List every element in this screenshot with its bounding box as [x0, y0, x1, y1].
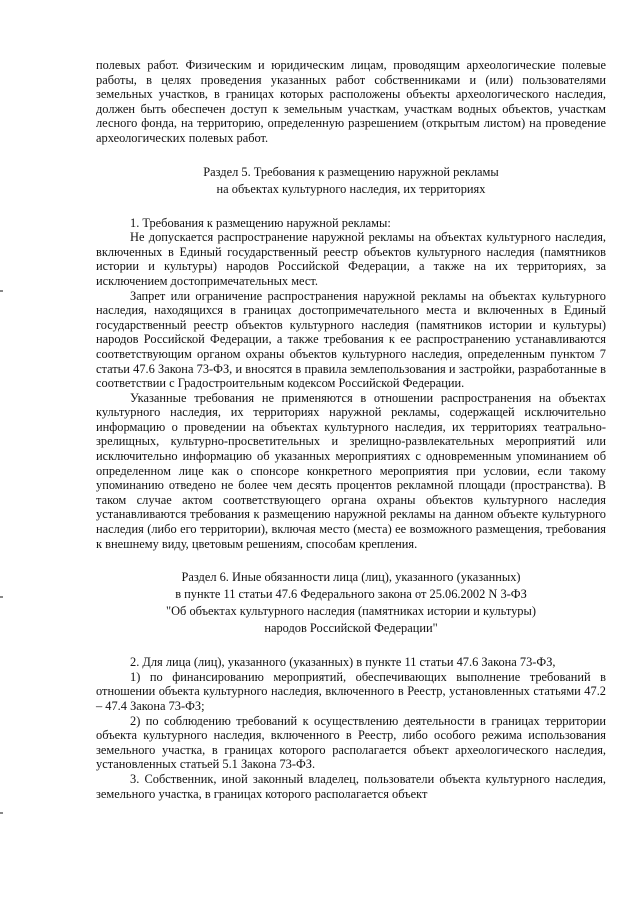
- section5-paragraph-2: Запрет или ограничение распространения наружной рекламы на объектах культурного наследия, находящихся в границах достопримечательного места и включенных в Единый государственный реестр объектов культурного наследия (памятников истории и культуры) народов Российской Федерации, а также требования к ее распространению устанавливаются соответствующим органом охраны объектов культурного наследия, определенным пунктом 7 статьи 47.6 Закона 73-ФЗ, и вносятся в правила землепользования и застройки, разработанные в соответствии с Градостроительным кодексом Российской Федерации.: [96, 288, 606, 391]
- section6-item3: 3. Собственник, иной законный владелец, пользователи объекта культурного наследия, земельного участка, в границах которого располагается объект: [96, 771, 606, 801]
- scan-edge-mark: [0, 290, 3, 292]
- scan-edge-mark: [0, 596, 3, 598]
- scan-edge-mark: [0, 812, 3, 814]
- section5-paragraph-1: Не допускается распространение наружной рекламы на объектах культурного наследия, включенных в Единый государственный реестр объектов культурного наследия (памятников истории и культуры) народов Российской Федерации, а также на их территориях, за исключением достопримечательных мест.: [96, 230, 606, 288]
- section6-title: [96, 569, 606, 637]
- section5-title-line1: Раздел 5. Требования к размещению наружной рекламы: [203, 164, 499, 179]
- section6-title-line1: Раздел 6. Иные обязанности лица (лиц), указанного (указанных): [181, 570, 521, 585]
- section6-subitem-2: 2) по соблюдению требований к осуществлению деятельности в границах территории объекта культурного наследия, включенного в Реестр, либо особого режима использования земельного участка, в границах которого располагается объект археологического наследия, установленных статьей 5.1 Закона 73-ФЗ.: [96, 713, 606, 772]
- section6-subitem-1: 1) по финансированию мероприятий, обеспечивающих выполнение требований в отношении объекта культурного наследия, включенного в Реестр, установленных статьями 47.2 – 47.4 Закона 73-ФЗ;: [96, 669, 606, 713]
- section5-title: [96, 164, 606, 198]
- section6-title-line2: в пункте 11 статьи 47.6 Федерального закона от 25.06.2002 N 3-ФЗ: [175, 587, 527, 602]
- section6-title-line3: "Об объектах культурного наследия (памятниках истории и культуры): [166, 604, 536, 619]
- section5-title-line2: на объектах культурного наследия, их территориях: [216, 181, 486, 196]
- section6-item2-heading: 2. Для лица (лиц), указанного (указанных) в пункте 11 статьи 47.6 Закона 73-ФЗ,: [130, 655, 556, 670]
- intro-paragraph: полевых работ. Физическим и юридическим лицам, проводящим археологические полевые работы, в целях проведения указанных работ собственниками и (или) пользователями земельных участков, в границах которых расположены объекты археологического наследия, должен быть обеспечен доступ к земельным участкам, участкам водных объектов, участкам лесного фонда, на территорию, определенную разрешением (открытым листом) на проведение археологических полевых работ.: [96, 58, 606, 145]
- section6-title-line4: народов Российской Федерации": [264, 621, 438, 636]
- section5-paragraph-3: Указанные требования не применяются в отношении распространения на объектах культурного наследия, их территориях наружной рекламы, содержащей исключительно информацию о проведении на объектах культурного наследия, их территориях театрально-зрелищных, культурно-просветительных и зрелищно-развлекательных мероприятий или исключительно информацию об указанных мероприятиях с одновременным упоминанием об определенном лице как о спонсоре конкретного мероприятия при условии, если такому упоминанию отведено не более чем десять процентов рекламной площади (пространства). В таком случае актом соответствующего органа охраны объектов культурного наследия устанавливаются требования к размещению наружной рекламы на данном объекте культурного наследия (либо его территории), включая место (места) ее возможного размещения, требования к внешнему виду, цветовым решениям, способам крепления.: [96, 390, 606, 551]
- section5-item1-heading: 1. Требования к размещению наружной рекламы:: [130, 215, 391, 230]
